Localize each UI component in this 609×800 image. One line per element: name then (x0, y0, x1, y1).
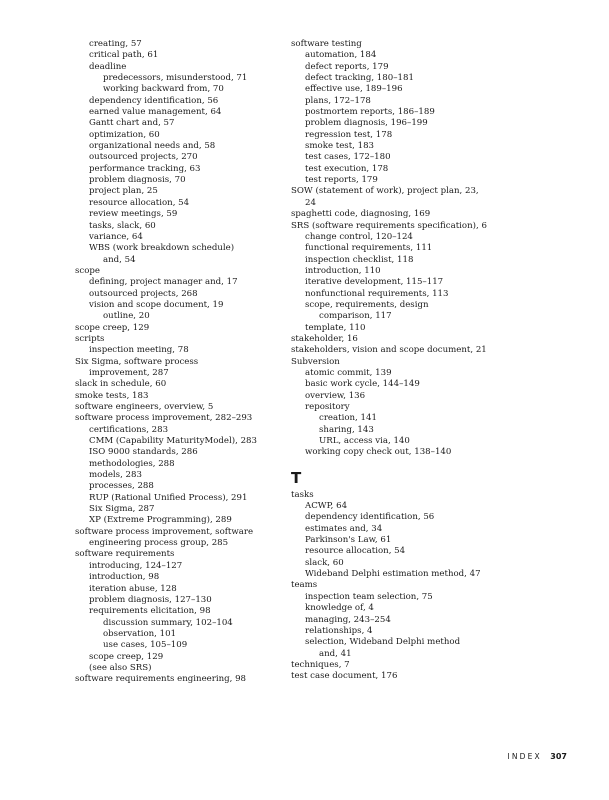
index-entry: iterative development, 115–117 (305, 277, 444, 288)
index-entry: smoke tests, 183 (75, 390, 149, 401)
index-entry: automation, 184 (305, 50, 377, 61)
index-entry: models, 283 (89, 470, 142, 481)
index-entry: and, 41 (319, 648, 352, 659)
index-entry: scope (75, 265, 100, 276)
index-entry: ISO 9000 standards, 286 (89, 447, 198, 458)
index-entry: estimates and, 34 (305, 523, 383, 534)
index-entry: software requirements (75, 549, 175, 560)
index-entry: defect reports, 179 (305, 61, 389, 72)
index-entry: atomic commit, 139 (305, 367, 392, 378)
index-entry: inspection meeting, 78 (89, 345, 189, 356)
index-entry: outline, 20 (103, 311, 150, 322)
index-entry: stakeholders, vision and scope document, 21 (291, 345, 487, 356)
index-entry: postmortem reports, 186–189 (305, 107, 435, 118)
index-entry: tasks, slack, 60 (89, 220, 156, 231)
index-entry: test cases, 172–180 (305, 152, 391, 163)
index-entry: scope creep, 129 (75, 322, 150, 333)
index-entry: selection, Wideband Delphi method (305, 637, 461, 648)
index-entry: teams (291, 580, 318, 591)
index-entry: techniques, 7 (291, 659, 350, 670)
index-entry: introduction, 98 (89, 572, 160, 583)
index-entry: dependency identification, 56 (305, 512, 435, 523)
index-entry: introducing, 124–127 (89, 560, 183, 571)
index-entry: resource allocation, 54 (305, 546, 406, 557)
index-entry: problem diagnosis, 196–199 (305, 118, 428, 129)
index-entry: Parkinson's Law, 61 (305, 535, 392, 546)
index-entry: slack in schedule, 60 (75, 379, 167, 390)
index-entry: scripts (75, 333, 105, 344)
index-entry: Wideband Delphi estimation method, 47 (305, 569, 481, 580)
index-entry: project plan, 25 (89, 186, 158, 197)
index-entry: Six Sigma, 287 (89, 504, 155, 515)
index-entry: working copy check out, 138–140 (305, 447, 452, 458)
index-entry: URL, access via, 140 (319, 436, 410, 447)
index-entry: (see also SRS) (89, 662, 152, 673)
index-entry: engineering process group, 285 (89, 538, 229, 549)
index-entry: slack, 60 (305, 557, 344, 568)
index-entry: resource allocation, 54 (89, 197, 190, 208)
index-entry: test execution, 178 (305, 163, 389, 174)
index-entry: vision and scope document, 19 (89, 299, 224, 310)
index-entry: software testing (291, 39, 362, 49)
index-entry: regression test, 178 (305, 129, 393, 140)
index-entry: review meetings, 59 (89, 209, 178, 220)
index-column-left (75, 39, 280, 686)
page-number: 307 (550, 752, 567, 761)
index-entry: software engineers, overview, 5 (75, 402, 214, 412)
index-entry: inspection team selection, 75 (305, 591, 433, 602)
index-entry: nonfunctional requirements, 113 (305, 288, 449, 299)
index-entry: use cases, 105–109 (103, 640, 188, 651)
page-footer (507, 752, 567, 761)
index-entry: XP (Extreme Programming), 289 (89, 515, 232, 526)
index-entry: ACWP, 64 (305, 501, 348, 512)
index-entry: inspection checklist, 118 (305, 254, 414, 265)
index-entry: performance tracking, 63 (89, 163, 201, 174)
index-entry: defining, project manager and, 17 (89, 277, 238, 288)
index-entry: and, 54 (103, 254, 136, 265)
index-entry: defect tracking, 180–181 (305, 73, 414, 84)
index-entry: Six Sigma, software process (75, 356, 199, 367)
index-entry: stakeholder, 16 (291, 333, 358, 344)
index-entry: earned value management, 64 (89, 107, 222, 118)
index-entry: discussion summary, 102–104 (103, 617, 233, 628)
index-entry: dependency identification, 56 (89, 95, 219, 106)
index-entry: change control, 120–124 (305, 231, 413, 242)
index-entry: certifications, 283 (89, 424, 169, 435)
index-entry: problem diagnosis, 127–130 (89, 594, 212, 605)
index-entry: relationships, 4 (305, 625, 373, 636)
index-entry: basic work cycle, 144–149 (305, 379, 420, 390)
index-entry: variance, 64 (89, 231, 143, 242)
index-entry: predecessors, misunderstood, 71 (103, 73, 248, 84)
index-entry: tasks (291, 489, 314, 500)
index-entry: functional requirements, 111 (305, 243, 433, 254)
index-entry: Subversion (291, 356, 340, 367)
index-entry: smoke test, 183 (305, 141, 375, 152)
index-entry: optimization, 60 (89, 129, 160, 140)
index-section-t (291, 490, 521, 683)
index-entry: introduction, 110 (305, 265, 381, 276)
index-entry: critical path, 61 (89, 50, 159, 61)
section-letter-heading: T (291, 468, 302, 487)
index-entry: software process improvement, software (75, 526, 254, 537)
index-entry: Gantt chart and, 57 (89, 118, 175, 129)
index-entry: methodologies, 288 (89, 458, 175, 469)
index-entry: template, 110 (305, 322, 366, 333)
index-entry: plans, 172–178 (305, 95, 371, 106)
index-entry: test case document, 176 (291, 671, 398, 682)
index-entry: 24 (305, 197, 316, 208)
index-entry: comparison, 117 (319, 311, 392, 322)
index-entry: spaghetti code, diagnosing, 169 (291, 209, 431, 220)
index-entry: organizational needs and, 58 (89, 141, 216, 152)
index-entry: SRS (software requirements specification), 6 (291, 220, 487, 231)
index-entry: repository (305, 402, 350, 412)
index-entry: processes, 288 (89, 481, 154, 492)
index-entry: requirements elicitation, 98 (89, 606, 211, 617)
index-entry: scope creep, 129 (89, 651, 164, 662)
index-entry: managing, 243–254 (305, 614, 391, 625)
index-entry: outsourced projects, 268 (89, 288, 198, 299)
index-column-right (291, 39, 521, 683)
index-entry: knowledge of, 4 (305, 603, 374, 614)
index-entry: problem diagnosis, 70 (89, 175, 186, 186)
index-entry: overview, 136 (305, 390, 366, 401)
index-entry: effective use, 189–196 (305, 84, 403, 95)
running-footer-label: INDEX (507, 752, 542, 761)
index-entry: deadline (89, 61, 127, 72)
index-section-s-continued (291, 39, 521, 459)
index-entry: test reports, 179 (305, 175, 378, 186)
index-entry: creation, 141 (319, 413, 377, 424)
index-entry: creating, 57 (89, 39, 142, 49)
index-entry: working backward from, 70 (103, 84, 224, 95)
index-entry: improvement, 287 (89, 367, 169, 378)
index-entry: software process improvement, 282–293 (75, 413, 253, 424)
index-entry: outsourced projects, 270 (89, 152, 198, 163)
index-entry: RUP (Rational Unified Process), 291 (89, 492, 248, 503)
index-entry: iteration abuse, 128 (89, 583, 177, 594)
index-entry: software requirements engineering, 98 (75, 674, 247, 685)
index-entry: CMM (Capability MaturityModel), 283 (89, 436, 257, 447)
index-entry: WBS (work breakdown schedule) (89, 243, 235, 254)
index-entry: observation, 101 (103, 628, 177, 639)
index-entry: scope, requirements, design (305, 299, 429, 310)
index-entry: sharing, 143 (319, 424, 374, 435)
index-entry: SOW (statement of work), project plan, 23, (291, 186, 479, 197)
